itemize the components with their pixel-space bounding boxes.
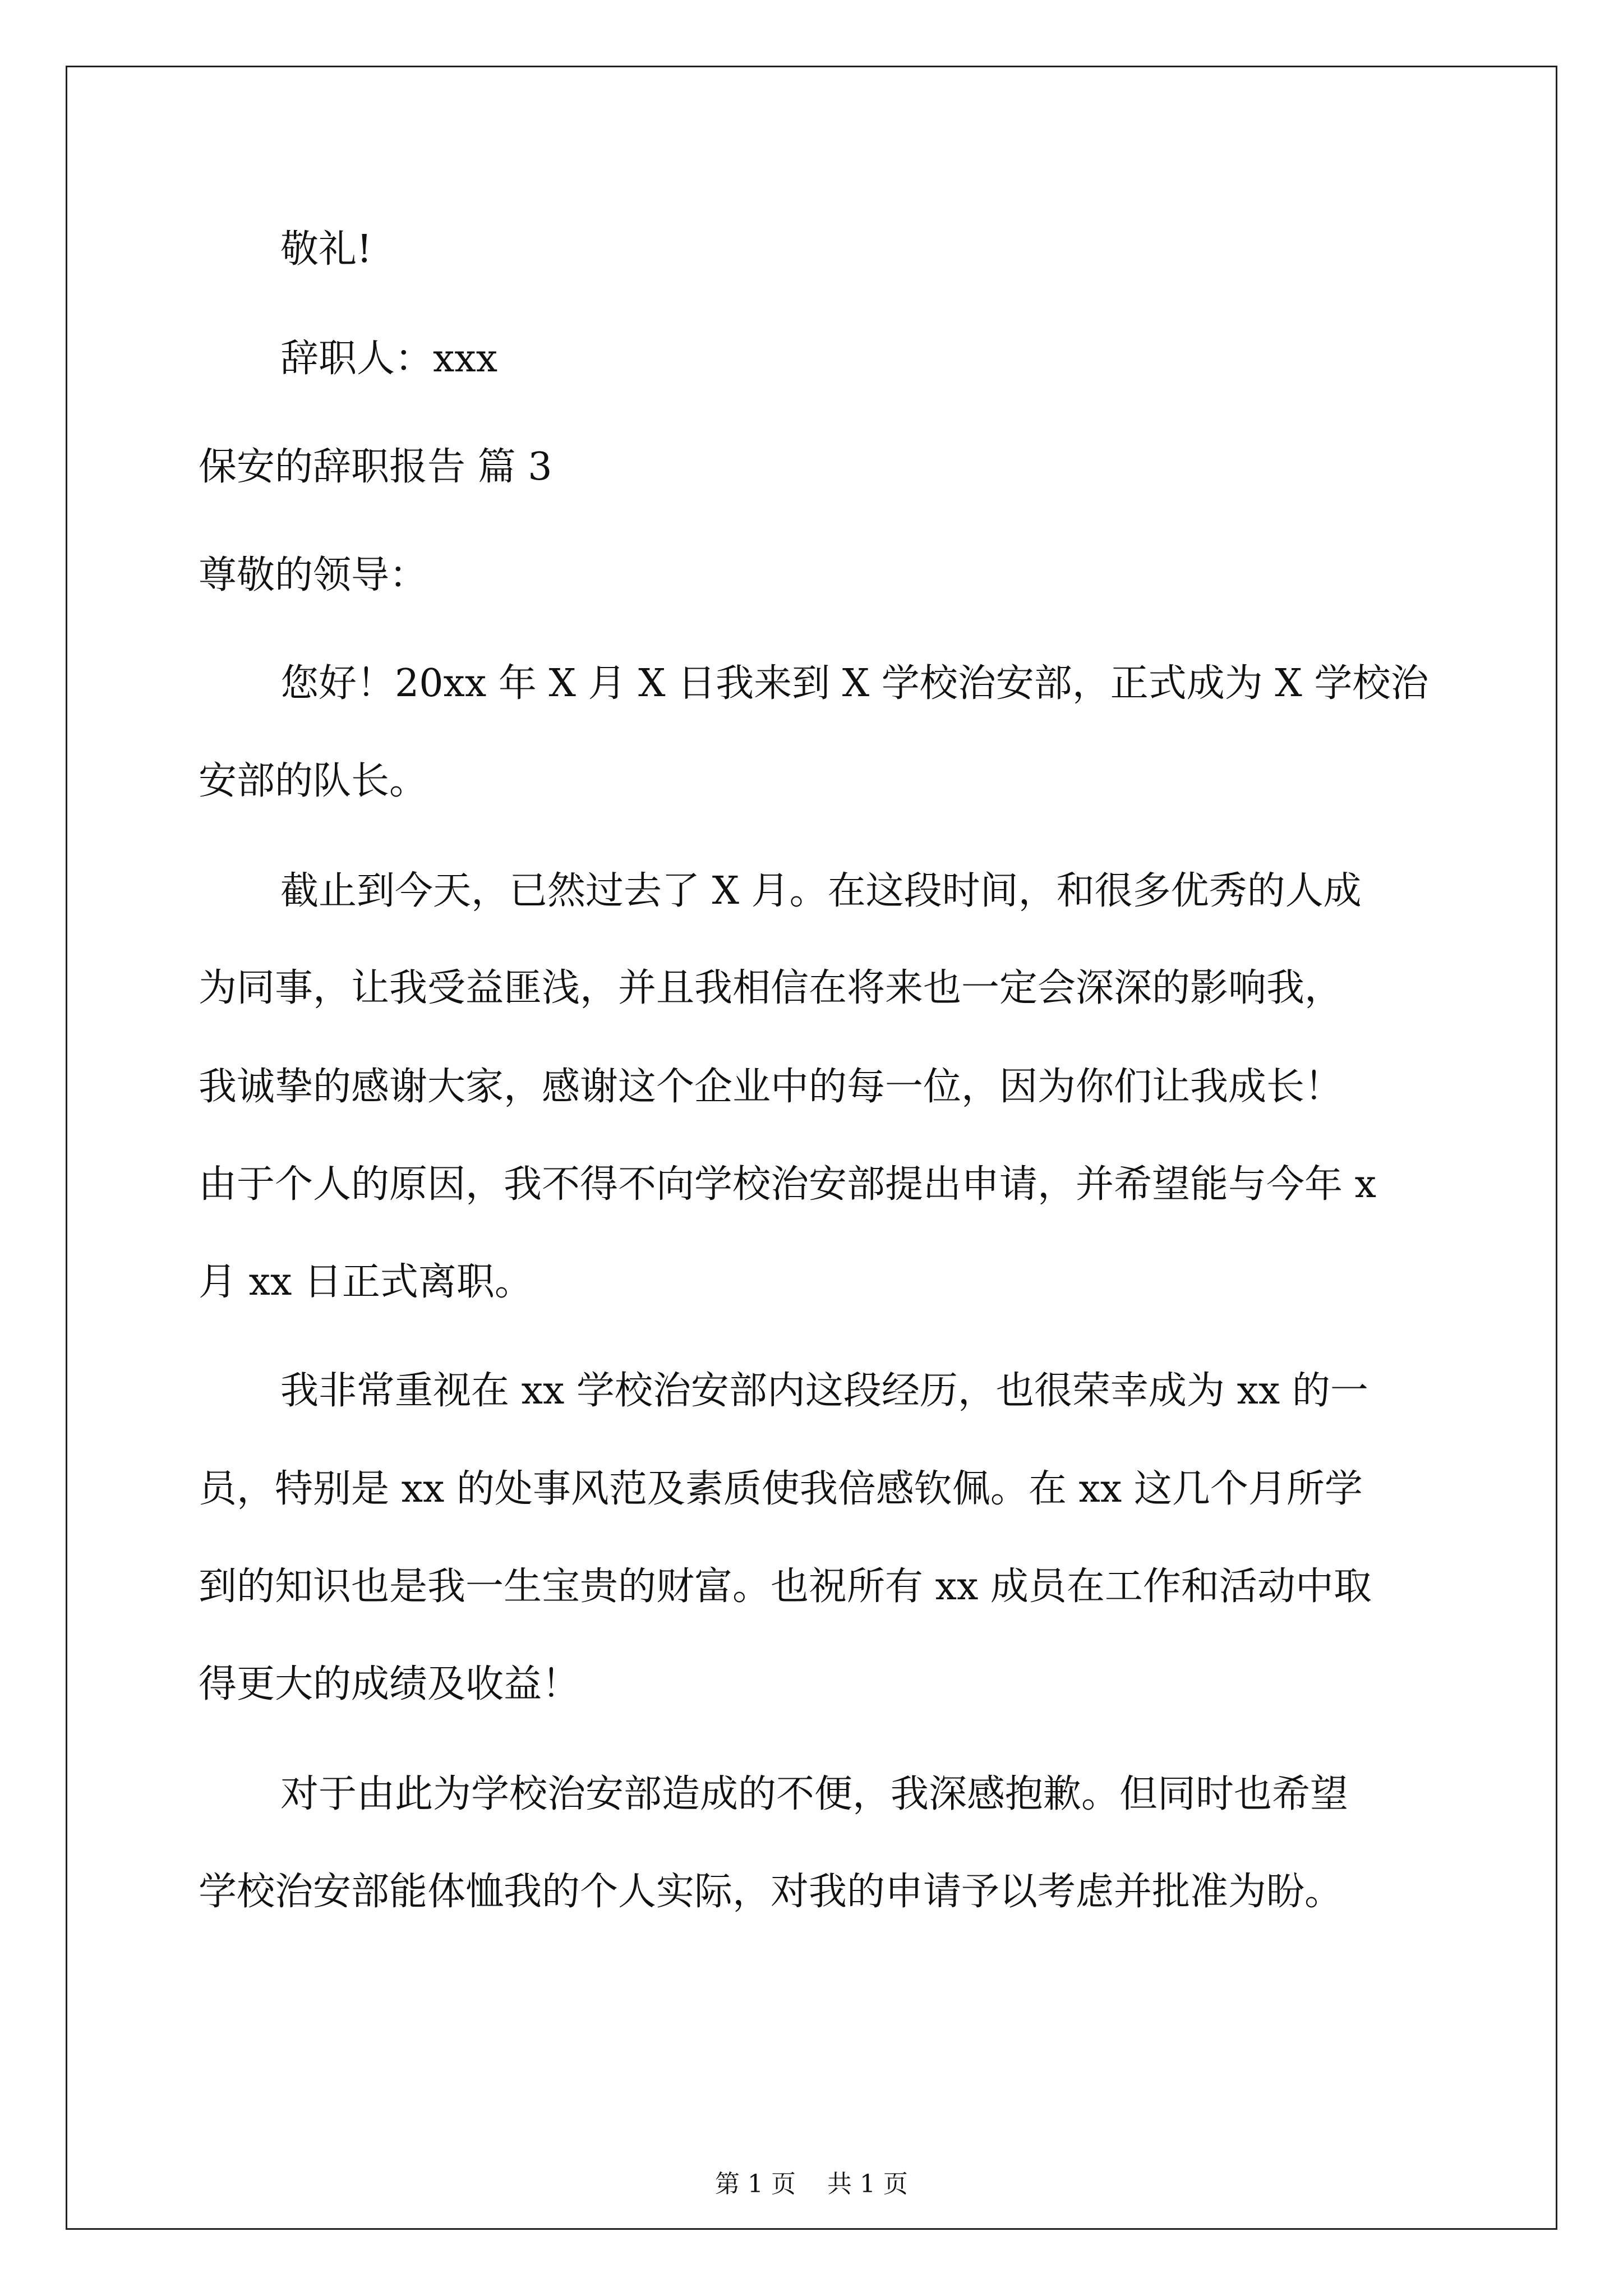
paragraph-line: 截止到今天，已然过去了 X 月。在这段时间，和很多优秀的人成: [280, 869, 1362, 913]
signature-line: 辞职人：xxx: [280, 337, 498, 381]
paragraph-line: 对于由此为学校治安部造成的不便，我深感抱歉。但同时也希望: [280, 1772, 1349, 1816]
paragraph-line: 员，特别是 xx 的处事风范及素质使我倍感钦佩。在 xx 这几个月所学: [199, 1467, 1363, 1511]
paragraph-line: 到的知识也是我一生宝贵的财富。也祝所有 xx 成员在工作和活动中取: [199, 1565, 1372, 1609]
closing-salutation: 敬礼!: [280, 227, 372, 272]
paragraph-line: 您好！20xx 年 X 月 X 日我来到 X 学校治安部，正式成为 X 学校治: [280, 661, 1429, 706]
paragraph-line: 月 xx 日正式离职。: [199, 1260, 533, 1304]
paragraph-line: 得更大的成绩及收益！: [199, 1662, 580, 1706]
paragraph-line: 我诚挚的感谢大家，感谢这个企业中的每一位，因为你们让我成长！: [199, 1065, 1343, 1109]
page-number-footer: 第 1 页 共 1 页: [715, 2170, 908, 2198]
paragraph-line: 学校治安部能体恤我的个人实际，对我的申请予以考虑并批准为盼。: [199, 1870, 1343, 1914]
paragraph-line: 为同事，让我受益匪浅，并且我相信在将来也一定会深深的影响我，: [199, 966, 1343, 1010]
paragraph-line: 我非常重视在 xx 学校治安部内这段经历，也很荣幸成为 xx 的一: [280, 1369, 1368, 1413]
greeting: 尊敬的领导：: [199, 553, 428, 597]
section-heading: 保安的辞职报告 篇 3: [199, 445, 552, 489]
paragraph-line: 由于个人的原因，我不得不向学校治安部提出申请，并希望能与今年 x: [199, 1162, 1376, 1207]
paragraph-line: 安部的队长。: [199, 759, 428, 803]
